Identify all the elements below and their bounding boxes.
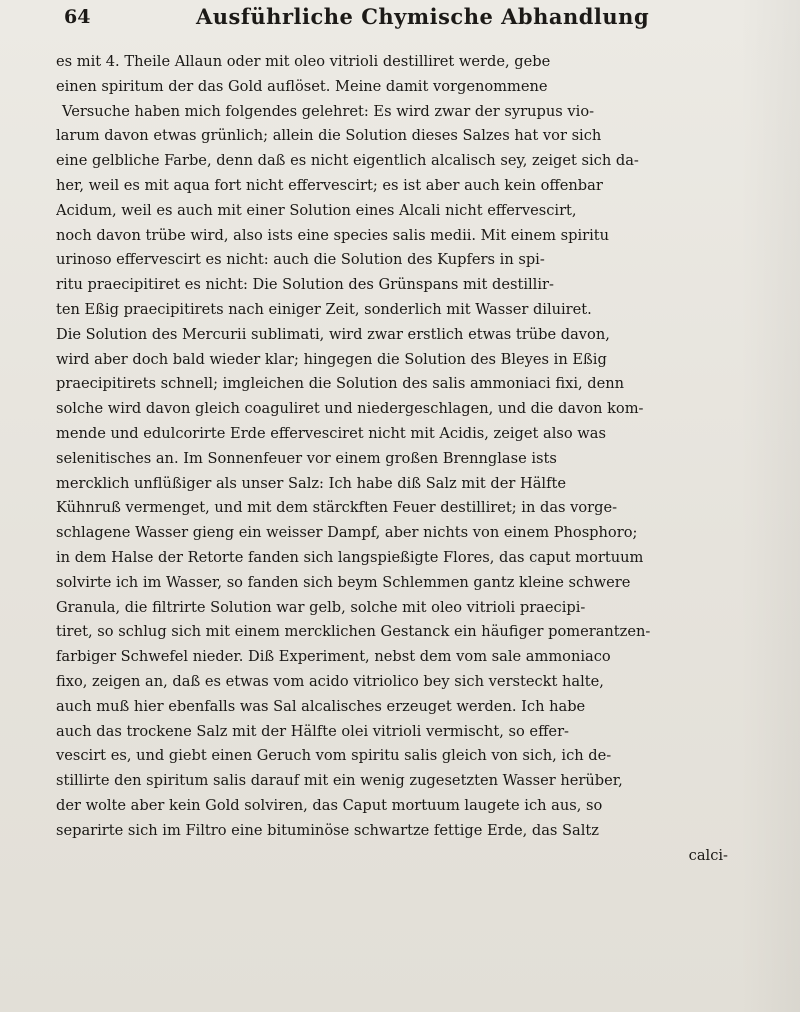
text-line: mercklich unflüßiger als unser Salz: Ich habe diß Salz mit der Hälfte [56,474,566,492]
text-line: solche wird davon gleich coaguliret und niedergeschlagen, und die davon kom- [56,400,644,418]
text-line: farbiger Schwefel nieder. Diß Experiment, nebst dem vom sale ammoniaco [56,648,611,666]
text-line: urinoso effervescirt es nicht: auch die Solution des Kupfers in spi- [56,251,545,269]
text-line: noch davon trübe wird, also ists eine species salis medii. Mit einem spiritu [56,226,610,244]
text-line: in dem Halse der Retorte fanden sich langspießigte Flores, das caput mortuum [56,548,644,566]
text-line: larum davon etwas grünlich; allein die Solution dieses Salzes hat vor sich [56,127,602,145]
text-line: auch muß hier ebenfalls was Sal alcalisches erzeuget werden. Ich habe [56,697,586,715]
text-line: eine gelbliche Farbe, denn daß es nicht eigentlich alcalisch sey, zeiget sich da- [56,152,639,170]
text-line: ten Eßig praecipitirets nach einiger Zeit, sonderlich mit Wasser diluiret. [56,300,592,318]
text-line: fixo, zeigen an, daß es etwas vom acido vitriolico bey sich versteckt halte, [56,672,604,690]
text-line: schlagene Wasser gieng ein weisser Dampf, aber nichts von einem Phosphoro; [56,524,638,542]
text-line: solvirte ich im Wasser, so fanden sich beym Schlemmen gantz kleine schwere [56,573,631,591]
body-text [56,50,768,868]
page-fold-shadow [740,0,800,1012]
text-line: der wolte aber kein Gold solviren, das Caput mortuum laugete ich aus, so [56,796,603,814]
text-line: Granula, die filtrirte Solution war gelb, solche mit oleo vitrioli praecipi- [56,598,586,616]
text-line: vescirt es, und giebt einen Geruch vom spiritu salis gleich von sich, ich de- [56,747,612,765]
text-line: es mit 4. Theile Allaun oder mit oleo vitrioli destilliret werde, gebe [56,53,551,70]
text-line: selenitisches an. Im Sonnenfeuer vor einem großen Brennglase ists [56,449,557,467]
text-line: einen spiritum der das Gold auflöset. Meine damit vorgenommene [56,77,548,95]
text-line: Acidum, weil es auch mit einer Solution eines Alcali nicht effervescirt, [56,201,577,219]
text-line: tiret, so schlug sich mit einem mercklichen Gestanck ein häufiger pomerantzen- [56,623,651,641]
text-line: praecipitirets schnell; imgleichen die Solution des salis ammoniaci fixi, denn [56,375,625,393]
text-line: Versuche haben mich folgendes gelehret: Es wird zwar der syrupus vio- [62,102,595,120]
running-title: Ausführliche Chymische Abhandlung [196,4,650,29]
text-line: Die Solution des Mercurii sublimati, wird zwar erstlich etwas trübe davon, [56,325,610,343]
catchword: calci- [688,846,728,864]
text-line: separirte sich im Filtro eine bituminöse schwartze fettige Erde, das Saltz [56,821,599,839]
text-line: ritu praecipitiret es nicht: Die Solution des Grünspans mit destillir- [56,276,554,294]
text-line: her, weil es mit aqua fort nicht effervescirt; es ist aber auch kein offenbar [56,176,603,194]
text-line: mende und edulcorirte Erde effervesciret nicht mit Acidis, zeiget also was [56,424,606,442]
page-number: 64 [64,6,91,28]
text-line: Kühnruß vermenget, und mit dem stärckften Feuer destilliret; in das vorge- [56,499,618,517]
text-line: wird aber doch bald wieder klar; hingegen die Solution des Bleyes in Eßig [56,350,607,368]
text-line: stillirte den spiritum salis darauf mit ein wenig zugesetzten Wasser herüber, [56,772,623,790]
page-header [56,0,756,40]
text-line: auch das trockene Salz mit der Hälfte olei vitrioli vermischt, so effer- [56,722,569,740]
